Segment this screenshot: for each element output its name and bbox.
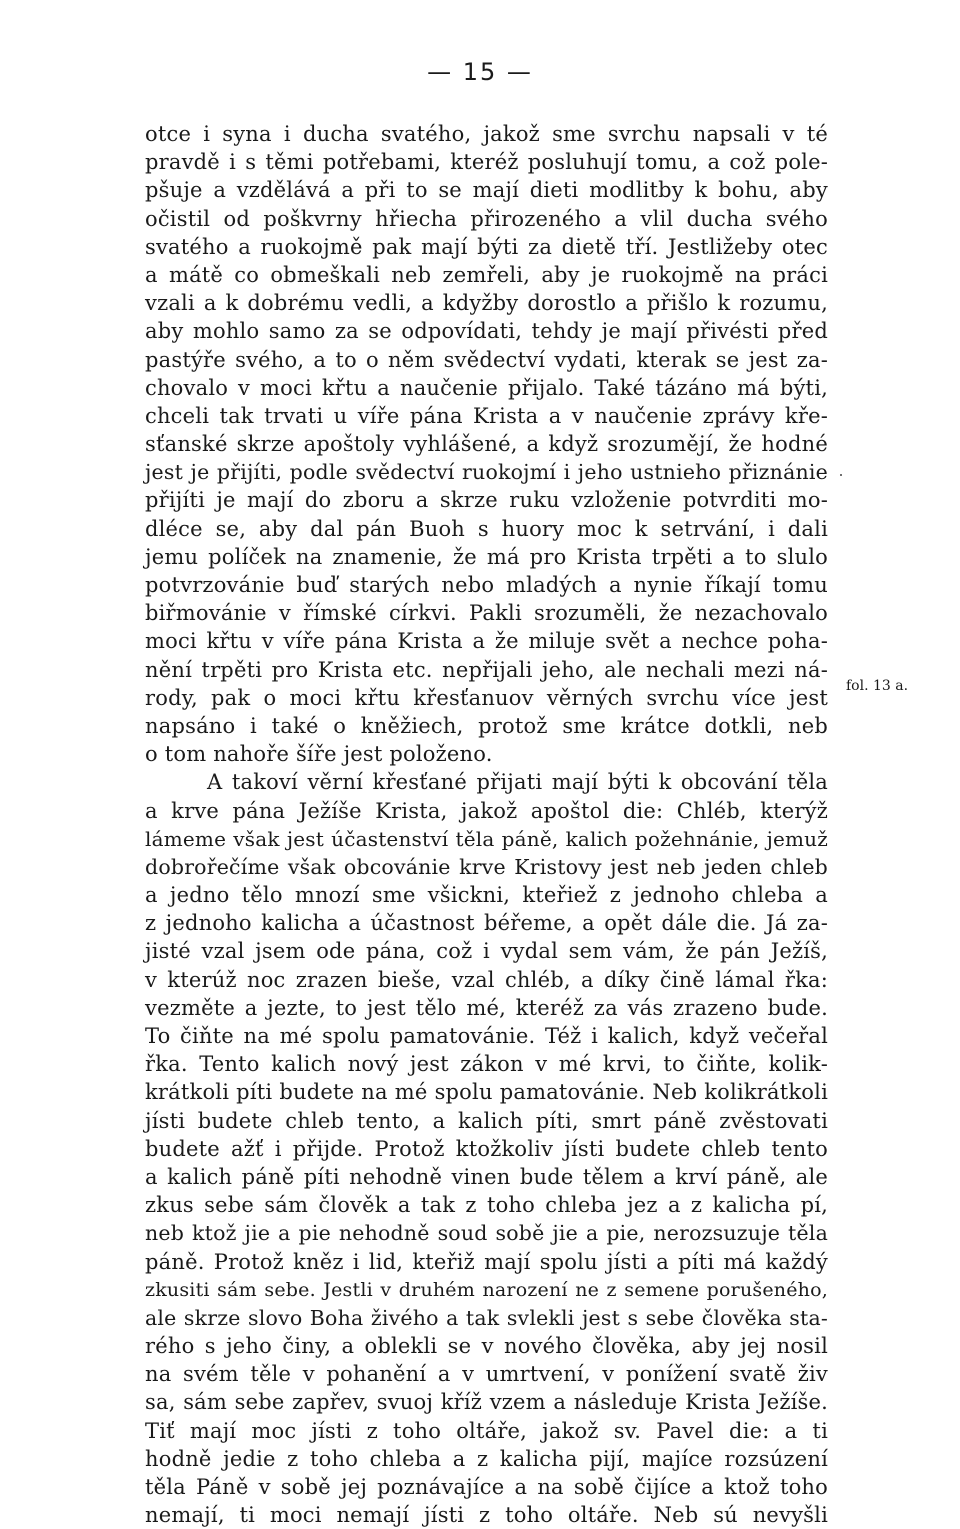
text-line: zkus sebe sám člověk a tak z toho chleba jez a z kalicha pí, — [145, 1193, 828, 1218]
page-number: — 15 — — [427, 58, 533, 86]
text-line: vezměte a jezte, to jest tělo mé, kteréž za vás zrazeno bude. — [145, 995, 828, 1020]
text-line: sťanské skrze apoštoly vyhlášené, a když srozumějí, že hodné — [145, 432, 828, 457]
text-line: jemu políček na znamenie, že má pro Krista trpěti a to slulo — [145, 544, 828, 569]
text-line: dléce se, aby dal pán Buoh s huory moc k setrvání, i dali — [145, 516, 828, 541]
text-line: A takoví věrní křesťané přijati mají býti k obcování těla — [207, 770, 828, 795]
text-line: napsáno i také o kněžiech, protož sme krátce dotkli, neb — [145, 713, 828, 738]
text-line: pravdě i s těmi potřebami, kteréž posluhují tomu, a což pole- — [145, 150, 828, 175]
text-line: a mátě co obmeškali neb zemřeli, aby je ruokojmě na práci — [145, 262, 828, 287]
text-line: a jedno tělo mnozí sme všickni, kteřiež z jednoho chleba a — [145, 883, 828, 908]
text-line: rého s jeho činy, a oblekli se v nového člověka, aby jej nosil — [145, 1334, 828, 1359]
text-line: hodně jedie z toho chleba a z kalicha pijí, majíce rozsúzení — [145, 1446, 828, 1471]
text-line: Tiť mají moc jísti z toho oltáře, jakož sv. Pavel die: a ti — [145, 1418, 828, 1443]
text-line: v kterúž noc zrazen bieše, vzal chléb, a díky čině lámal řka: — [145, 967, 828, 992]
text-line: přijíti je mají do zboru a skrze ruku vzloženie potvrditi mo- — [145, 488, 828, 513]
text-line: očistil od poškvrny hřiecha přirozeného a vlil ducha svého — [145, 206, 828, 231]
text-line: krátkoli píti budete na mé spolu pamatovánie. Neb kolikrátkoli — [145, 1080, 828, 1105]
text-line: sa, sám sebe zapřev, svuoj kříž vzem a následuje Krista Ježíše. — [145, 1390, 828, 1415]
margin-note: fol. 13 a. — [846, 678, 909, 694]
text-line: dobrořečíme však obcovánie krve Kristovy jest neb jeden chleb — [145, 854, 828, 879]
ink-speck — [840, 474, 842, 476]
text-line: pastýře svého, a to o něm svědectví vydati, kterak se jest za- — [145, 347, 828, 372]
text-line: a krve pána Ježíše Krista, jakož apoštol die: Chléb, kterýž — [145, 798, 828, 823]
text-line: jísti budete chleb tento, a kalich píti, smrt páně zvěstovati — [145, 1108, 828, 1133]
text-line: těla Páně v sobě jej poznávajíce a na sobě čijíce a ktož toho — [145, 1475, 828, 1499]
text-line: aby mohlo samo za se odpovídati, tehdy je mají přivésti před — [145, 319, 828, 344]
text-line: vzali a k dobrému vedli, a kdyžby dorostlo a přišlo k rozumu, — [145, 291, 828, 316]
text-line: páně. Protož kněz i lid, kteřiž mají spolu jísti a píti má každý — [145, 1249, 828, 1274]
text-line: o tom nahoře šíře jest položeno. — [145, 742, 493, 767]
text-line: zkusiti sám sebe. Jestli v druhém narození ne z semene porušeného, — [145, 1278, 828, 1301]
text-line: nění trpěti pro Krista etc. nepřijali jeho, ale nechali mezi ná- — [145, 657, 828, 682]
text-line: otce i syna i ducha svatého, jakož sme svrchu napsali v té — [145, 122, 828, 146]
body-text — [145, 120, 828, 1529]
text-line: jisté vzal jsem ode pána, což i vydal sem vám, že pán Ježíš, — [145, 939, 828, 964]
text-line: chovalo v moci křtu a naučenie přijalo. Také tázáno má býti, — [145, 375, 828, 400]
text-line: řka. Tento kalich nový jest zákon v mé krvi, to čiňte, kolik- — [145, 1052, 828, 1077]
text-line: nemají, ti moci nemají jísti z toho oltáře. Neb sú nevyšli — [145, 1503, 828, 1528]
text-line: potvrzovánie buď starých nebo mladých a nynie říkají tomu — [145, 573, 828, 597]
text-line: moci křtu v víře pána Krista a že miluje svět a nechce poha- — [145, 629, 828, 654]
text-line: svatého a ruokojmě pak mají býti za dietě tří. Jestližeby otec — [145, 234, 828, 259]
text-line: rody, pak o moci křtu křesťanuov věrných svrchu více jest — [145, 685, 828, 710]
text-line: To čiňte na mé spolu pamatovánie. Též i kalich, když večeřal — [145, 1024, 828, 1048]
text-line: budete ažť i přijde. Protož ktožkoliv jísti budete chleb tento — [145, 1136, 828, 1161]
text-line: z jednoho kalicha a účastnost béřeme, a opět dále die. Já za- — [145, 911, 828, 936]
text-line: pšuje a vzdělává a při to se mají dieti modlitby k bohu, aby — [145, 178, 828, 203]
text-line: neb ktož jie a pie nehodně soud sobě jie a pie, nerozsuzuje těla — [145, 1221, 828, 1246]
text-line: a kalich páně píti nehodně vinen bude tělem a krví páně, ale — [145, 1164, 828, 1189]
text-line: ale skrze slovo Boha živého a tak svlekli jest s sebe člověka sta- — [145, 1305, 828, 1330]
text-line: chceli tak trvati u víře pána Krista a v naučenie zprávy křе- — [145, 403, 828, 428]
text-line: jest je přijíti, podle svědectví ruokojmí i jeho ustnieho přiznánie — [145, 460, 828, 485]
text-line: biřmovánie v římské církvi. Pakli srozuměli, že nezachovalo — [145, 601, 828, 626]
text-line: lámeme však jest účastenství těla páně, kalich požehnánie, jemuž — [145, 826, 828, 851]
text-line: na svém těle v pohanění a v umrtvení, v ponížení svatě živ — [145, 1362, 828, 1387]
